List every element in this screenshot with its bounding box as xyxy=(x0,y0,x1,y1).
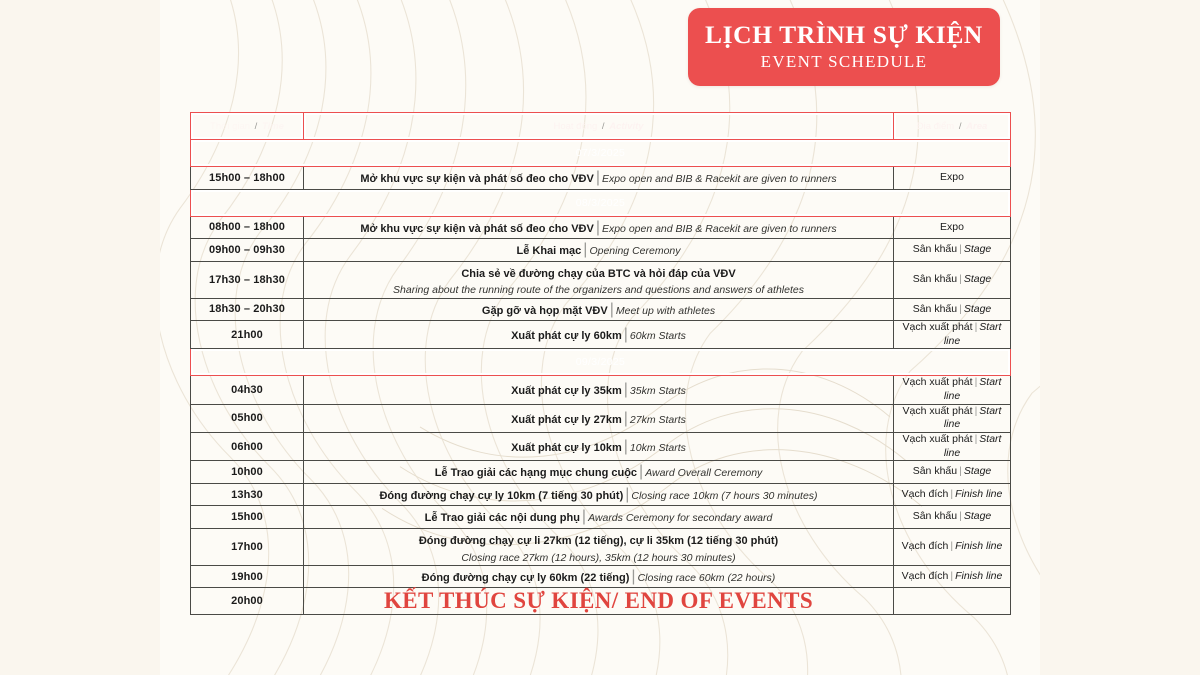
row-activity-en: Expo open and BIB & Racekit are given to runners xyxy=(601,173,837,185)
row-activity-en: Closing race 10km (7 hours 30 minutes) xyxy=(631,489,818,502)
header-row xyxy=(191,113,1011,140)
table-row xyxy=(191,565,1011,588)
row-activity xyxy=(304,565,894,588)
row-area-en: Finish line xyxy=(955,569,1003,582)
row-time: 15h00 xyxy=(191,506,304,529)
row-activity-vi-line xyxy=(304,262,893,284)
row-time: 21h00 xyxy=(191,321,304,349)
row-time: 04h30 xyxy=(191,376,304,404)
row-activity xyxy=(304,404,894,432)
table-row xyxy=(191,216,1011,239)
date-separator-row xyxy=(191,140,1011,167)
row-area-separator: | xyxy=(959,243,962,256)
row-area xyxy=(894,461,1011,484)
row-area-en: Start line xyxy=(943,321,1002,347)
header-banner xyxy=(688,8,1000,86)
table-row xyxy=(191,506,1011,529)
date-separator-row xyxy=(191,349,1011,376)
row-area xyxy=(894,506,1011,529)
row-activity-separator: | xyxy=(623,437,628,455)
row-activity-en: Sharing about the running route of the organizers and questions and answers of athletes xyxy=(393,284,804,297)
table-row xyxy=(191,432,1011,460)
row-area-vi: Vạch đích xyxy=(901,569,949,582)
row-time: 15h00 – 18h00 xyxy=(191,167,304,190)
row-area-en: Start line xyxy=(943,404,1002,431)
table-row xyxy=(191,321,1011,349)
row-activity-vi: Đóng đường chạy cự ly 10km (7 tiếng 30 phút) xyxy=(379,489,624,502)
row-time: 06h00 xyxy=(191,432,304,460)
row-time: 17h30 – 18h30 xyxy=(191,261,304,298)
row-activity xyxy=(304,239,894,262)
row-area xyxy=(894,376,1011,404)
row-activity-separator: | xyxy=(623,409,628,427)
column-header-activity: Hoạt động / Activity xyxy=(304,113,894,140)
row-area xyxy=(894,565,1011,588)
table-row xyxy=(191,167,1011,190)
row-activity xyxy=(304,461,894,484)
schedule-table xyxy=(190,112,1011,615)
row-activity-vi: Xuất phát cự ly 60km xyxy=(511,329,622,342)
row-area-vi: Vạch xuất phát xyxy=(902,404,973,417)
row-activity xyxy=(304,432,894,460)
row-area xyxy=(894,261,1011,298)
row-activity-en: 10km Starts xyxy=(629,441,686,454)
end-of-events-cell xyxy=(304,588,894,615)
table-row xyxy=(191,239,1011,262)
row-area-separator: | xyxy=(974,321,978,334)
date-label: 08/3/2025 xyxy=(191,189,1011,216)
row-activity-vi: Đóng đường chạy cự ly 60km (22 tiếng) xyxy=(421,571,630,584)
row-area xyxy=(894,216,1011,239)
row-activity xyxy=(304,529,894,566)
table-row xyxy=(191,376,1011,404)
row-area-vi: Expo xyxy=(940,170,964,183)
table-row xyxy=(191,483,1011,506)
row-activity-separator: | xyxy=(581,508,587,526)
end-of-events-area xyxy=(894,588,1011,615)
column-header-activity-vi: Hoạt động xyxy=(553,120,598,132)
date-separator-row xyxy=(191,189,1011,216)
row-activity-en: Award Overall Ceremony xyxy=(645,467,763,480)
row-area-separator: | xyxy=(950,569,954,582)
row-time: 08h00 – 18h00 xyxy=(191,216,304,239)
row-activity-en: 60km Starts xyxy=(629,329,686,342)
row-area-vi: Sân khấu xyxy=(912,243,958,256)
end-of-events-time: 20h00 xyxy=(191,588,304,615)
row-area-vi: Sân khấu xyxy=(912,302,958,315)
column-header-time: Thời gian / Time xyxy=(191,113,304,140)
row-area-separator: | xyxy=(974,376,978,389)
row-activity xyxy=(304,321,894,349)
table-row xyxy=(191,298,1011,321)
column-header-activity-en: Activity xyxy=(609,120,644,132)
row-time: 10h00 xyxy=(191,461,304,484)
end-of-events-row xyxy=(191,588,1011,615)
row-area-en: Finish line xyxy=(955,540,1003,553)
table-row xyxy=(191,529,1011,566)
row-time: 13h30 xyxy=(191,483,304,506)
table-header xyxy=(191,113,1011,140)
row-area-separator: | xyxy=(959,302,962,315)
row-area-vi: Vạch xuất phát xyxy=(902,376,973,389)
row-activity-vi: Lễ Khai mạc xyxy=(516,245,582,258)
schedule-table-wrapper xyxy=(190,112,1010,615)
row-activity-separator: | xyxy=(583,241,588,259)
row-activity-en: Expo open and BIB & Racekit are given to runners xyxy=(601,222,837,235)
row-activity-vi: Mở khu vực sự kiện và phát số đeo cho VĐV xyxy=(360,173,594,185)
row-area-separator: | xyxy=(974,432,978,445)
row-activity-vi: Đóng đường chạy cự li 27km (12 tiếng), cự li 35km (12 tiếng 30 phút) xyxy=(418,535,779,548)
row-area-vi: Vạch xuất phát xyxy=(902,321,973,334)
row-activity-en: 27km Starts xyxy=(629,413,686,426)
row-time: 09h00 – 09h30 xyxy=(191,239,304,262)
row-time: 19h00 xyxy=(191,565,304,588)
date-label: 09/3/2025 xyxy=(191,349,1011,376)
row-area xyxy=(894,298,1011,321)
row-activity xyxy=(304,483,894,506)
row-activity-en: Closing race 27km (12 hours), 35km (12 hours 30 minutes) xyxy=(461,551,736,564)
row-area xyxy=(894,432,1011,460)
page-title: LỊCH TRÌNH SỰ KIỆN xyxy=(705,19,983,49)
row-activity-separator: | xyxy=(609,300,614,318)
row-activity-vi: Xuất phát cự ly 10km xyxy=(511,441,622,454)
row-area-vi: Sân khấu xyxy=(912,272,958,285)
row-activity-vi: Mở khu vực sự kiện và phát số đeo cho VĐV xyxy=(360,222,594,235)
row-area xyxy=(894,404,1011,432)
end-of-events-text: KẾT THÚC SỰ KIỆN/ END OF EVENTS xyxy=(383,588,814,614)
row-activity xyxy=(304,167,894,190)
row-area-en: Start line xyxy=(943,376,1002,403)
column-header-area-vi: Địa điểm xyxy=(916,120,955,132)
row-activity-vi: Xuất phát cự ly 27km xyxy=(511,413,622,426)
row-area xyxy=(894,167,1011,190)
row-activity-en: Awards Ceremony for secondary award xyxy=(588,512,773,525)
row-activity xyxy=(304,216,894,239)
row-activity-en: Closing race 60km (22 hours) xyxy=(637,571,776,584)
row-area-vi: Sân khấu xyxy=(912,510,958,523)
row-activity-separator: | xyxy=(631,567,636,585)
row-area-vi: Vạch đích xyxy=(901,487,949,500)
row-activity-en: Meet up with athletes xyxy=(615,304,716,317)
row-area-separator: | xyxy=(950,487,954,500)
date-label: 07/3/2025 xyxy=(191,140,1011,167)
row-activity-separator: | xyxy=(625,485,630,503)
row-area-vi: Vạch đích xyxy=(901,540,949,553)
row-area-separator: | xyxy=(974,404,978,417)
row-area-vi: Sân khấu xyxy=(912,465,958,478)
row-area xyxy=(894,529,1011,566)
column-header-area-en: Area xyxy=(966,120,988,132)
table-row xyxy=(191,404,1011,432)
row-area-en: Stage xyxy=(963,243,992,256)
row-time: 05h00 xyxy=(191,404,304,432)
row-area-en: Stage xyxy=(963,510,992,523)
row-activity-separator: | xyxy=(595,218,600,236)
row-activity-en: 35km Starts xyxy=(629,385,686,398)
column-header-time-en: Time xyxy=(261,120,284,132)
row-area-vi: Expo xyxy=(940,220,964,233)
row-area-vi: Vạch xuất phát xyxy=(902,432,973,445)
row-area-en: Stage xyxy=(963,272,992,285)
table-row xyxy=(191,261,1011,298)
row-activity-separator: | xyxy=(639,463,644,481)
row-area-separator: | xyxy=(959,272,962,285)
table-body xyxy=(191,140,1011,615)
row-activity-vi: Xuất phát cự ly 35km xyxy=(511,385,622,398)
row-area-en: Stage xyxy=(963,302,992,315)
row-activity-separator: | xyxy=(623,325,628,343)
row-activity xyxy=(304,376,894,404)
row-activity xyxy=(304,506,894,529)
row-activity-vi: Gặp gỡ và họp mặt VĐV xyxy=(481,304,608,317)
row-activity-vi: Chia sẻ về đường chạy của BTC và hỏi đáp của VĐV xyxy=(461,267,736,280)
column-header-area: Địa điểm / Area xyxy=(894,113,1011,140)
row-activity-en: Opening Ceremony xyxy=(589,245,681,258)
row-area xyxy=(894,483,1011,506)
row-area xyxy=(894,239,1011,262)
row-area-separator: | xyxy=(959,465,962,478)
row-time: 17h00 xyxy=(191,529,304,566)
row-area-separator: | xyxy=(950,540,954,553)
row-activity xyxy=(304,261,894,298)
row-time: 18h30 – 20h30 xyxy=(191,298,304,321)
row-area-en: Stage xyxy=(963,465,992,478)
row-activity-separator: | xyxy=(595,169,600,186)
row-activity-vi-line xyxy=(304,529,893,551)
row-area xyxy=(894,321,1011,349)
column-header-time-vi: Thời gian xyxy=(210,120,251,132)
row-area-separator: | xyxy=(959,510,962,523)
row-area-en: Start line xyxy=(943,432,1002,459)
row-activity-vi: Lễ Trao giải các nội dung phụ xyxy=(424,512,580,525)
row-activity-vi: Lễ Trao giải các hạng mục chung cuộc xyxy=(434,467,638,480)
table-row xyxy=(191,461,1011,484)
row-activity xyxy=(304,298,894,321)
row-activity-separator: | xyxy=(623,381,628,399)
page-subtitle: EVENT SCHEDULE xyxy=(760,52,928,72)
row-area-en: Finish line xyxy=(955,487,1003,500)
